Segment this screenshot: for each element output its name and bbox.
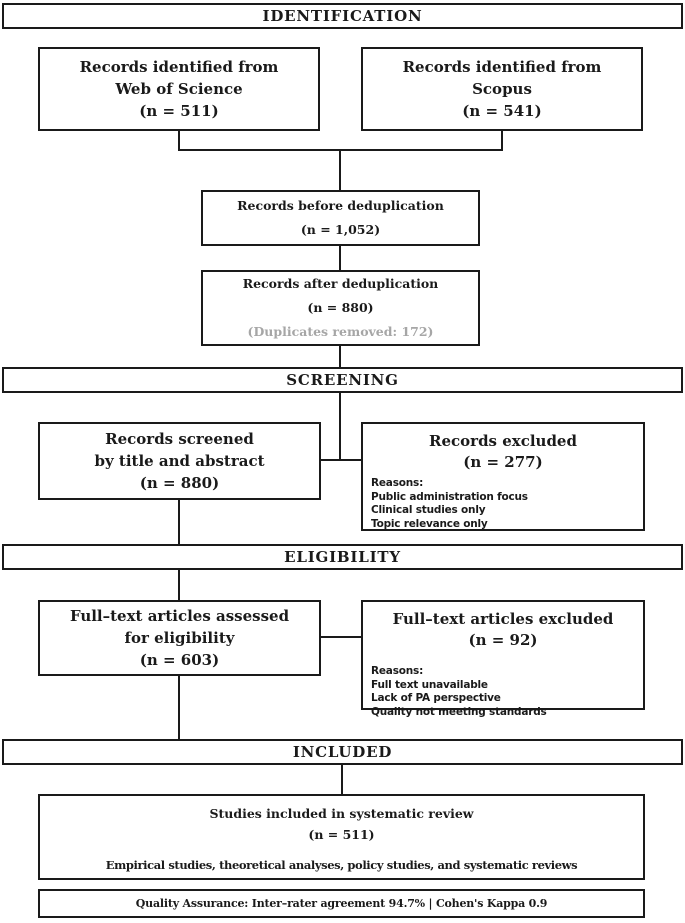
box-text-line: (n = 880): [307, 300, 374, 315]
box-text-line: Records screened: [105, 430, 254, 448]
flow-box-scopus: [361, 47, 643, 131]
section-label-included: INCLUDED: [292, 743, 393, 761]
box-text-line: Web of Science: [115, 80, 243, 98]
box-text-line: (n = 511): [139, 102, 219, 120]
reasons-label: Reasons:: [371, 477, 424, 489]
connector-line: [178, 570, 180, 600]
box-text-line: (n = 277): [463, 453, 543, 471]
box-text-line: Scopus: [472, 80, 532, 98]
reason-item: Topic relevance only: [371, 517, 488, 530]
reason-item: Quality not meeting standards: [371, 705, 547, 718]
box-text-line: for eligibility: [124, 629, 235, 647]
box-text-line: Records before deduplication: [237, 198, 444, 213]
connector-line: [339, 149, 341, 190]
box-text-line: Full–text articles assessed: [69, 607, 290, 625]
connector-line: [321, 636, 361, 638]
box-text-line: Studies included in systematic review: [209, 805, 474, 821]
flow-box-before-dedup: [201, 190, 480, 246]
box-text-line-duplicates-removed: (Duplicates removed: 172): [247, 324, 434, 339]
connector-line: [178, 676, 180, 739]
box-text-line: Records after deduplication: [242, 276, 439, 291]
box-text-line: (n = 1,052): [300, 222, 381, 237]
quality-assurance-text: Quality Assurance: Inter–rater agreement 94.7% | Cohen's Kappa 0.9: [135, 897, 548, 910]
section-label-eligibility: ELIGIBILITY: [284, 548, 401, 566]
section-label-identification: IDENTIFICATION: [262, 7, 423, 25]
section-bar-included: [2, 739, 683, 765]
connector-line: [178, 500, 180, 544]
box-text-line: (n = 92): [468, 631, 538, 649]
reason-item: Full text unavailable: [371, 678, 488, 691]
connector-line: [501, 131, 503, 151]
box-text-line: Full–text articles excluded: [392, 610, 614, 628]
section-label-screening: SCREENING: [286, 371, 399, 389]
connector-line: [339, 346, 341, 367]
box-text-line: (n = 541): [462, 102, 542, 120]
box-text-line: Records identified from: [402, 58, 602, 76]
section-bar-identification: [2, 3, 683, 29]
reason-item: Lack of PA perspective: [371, 692, 501, 704]
flow-box-studies-included: [38, 794, 645, 880]
reasons-label: Reasons:: [371, 665, 424, 677]
connector-line: [341, 765, 343, 794]
quality-assurance-box: [38, 889, 645, 918]
box-text-line: Records identified from: [79, 58, 279, 76]
section-bar-screening: [2, 367, 683, 393]
box-text-line: Records excluded: [429, 432, 577, 450]
connector-line: [339, 246, 341, 270]
reason-item: Public administration focus: [371, 490, 528, 503]
section-bar-eligibility: [2, 544, 683, 570]
reason-item: Clinical studies only: [371, 504, 486, 516]
flow-box-web-of-science: [38, 47, 320, 131]
flow-box-records-screened: [38, 422, 321, 500]
exclusion-reasons-list: [363, 477, 643, 531]
connector-line: [321, 459, 361, 461]
flow-box-records-excluded: [361, 422, 645, 531]
exclusion-reasons-list: [363, 665, 643, 719]
box-text-line: (n = 880): [139, 474, 220, 492]
box-text-line-study-types: Empirical studies, theoretical analyses, policy studies, and systematic reviews: [105, 857, 578, 872]
flow-box-fulltext-assessed: [38, 600, 321, 676]
connector-line: [339, 393, 341, 461]
box-text-line: by title and abstract: [94, 452, 265, 470]
box-text-line: (n = 603): [139, 651, 220, 669]
flow-box-fulltext-excluded: [361, 600, 645, 718]
flow-box-after-dedup: [201, 270, 480, 346]
connector-line: [178, 131, 180, 151]
box-text-line: (n = 511): [308, 826, 375, 842]
